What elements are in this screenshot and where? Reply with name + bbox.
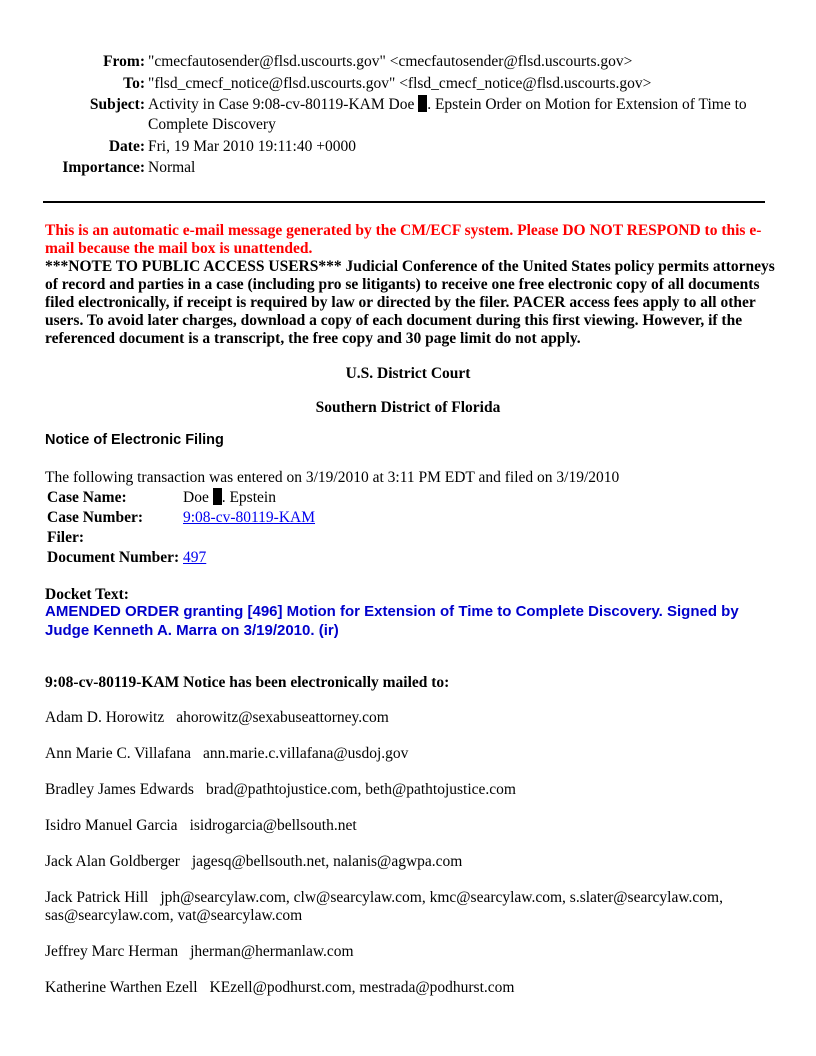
- case-name-start: Doe: [183, 489, 209, 506]
- subject-row: [0, 95, 816, 135]
- from-value: "cmecfautosender@flsd.uscourts.gov" <cmecfautosender@flsd.uscourts.gov>: [148, 53, 633, 70]
- court-district: Southern District of Florida: [315, 399, 501, 416]
- filer-row: [47, 528, 315, 548]
- redaction-box: [418, 95, 427, 112]
- recipient-email: KEzell@podhurst.com, mestrada@podhurst.com: [209, 979, 515, 996]
- mailed-heading: 9:08-cv-80119-KAM Notice has been electronically mailed to:: [45, 674, 450, 691]
- filer-label: Filer:: [47, 529, 85, 546]
- nef-title: Notice of Electronic Filing: [45, 432, 224, 448]
- document-number-cell: [183, 548, 315, 568]
- recipient-email: jph@searcylaw.com, clw@searcylaw.com, kmc@searcylaw.com, s.slater@searcylaw.com, sas@searcylaw.com, vat@searcylaw.com: [45, 889, 723, 924]
- header-divider: [43, 201, 765, 203]
- date-label: Date:: [108, 137, 145, 155]
- recipient-name: Adam D. Horowitz: [45, 709, 165, 726]
- recipient-email: jagesq@bellsouth.net, nalanis@agwpa.com: [191, 853, 463, 870]
- case-name-label: Case Name:: [47, 489, 127, 506]
- recipient-email: jherman@hermanlaw.com: [190, 943, 354, 960]
- importance-value: Normal: [148, 159, 196, 176]
- to-label: To:: [123, 74, 145, 92]
- system-notice: [45, 222, 775, 348]
- auto-email-warning: This is an automatic e-mail message generated by the CM/ECF system. Please DO NOT RESPOND to this e-mail because the mail box is unattended.: [45, 222, 762, 257]
- recipient-email: ann.marie.c.villafana@usdoj.gov: [203, 745, 409, 762]
- case-name-value: [183, 488, 315, 508]
- case-number-row: [47, 508, 315, 528]
- redaction-box: [213, 488, 222, 505]
- date-row: [0, 137, 816, 157]
- document-number-row: [47, 548, 315, 568]
- subject-text-end: . Epstein Order on Motion for Extension of Time to Complete Discovery: [148, 96, 747, 133]
- recipient-name: Isidro Manuel Garcia: [45, 817, 178, 834]
- subject-text-start: Activity in Case 9:08-cv-80119-KAM Doe: [148, 96, 415, 113]
- recipient-entry: [45, 889, 765, 925]
- public-access-note: ***NOTE TO PUBLIC ACCESS USERS*** Judicial Conference of the United States policy permits attorneys of record and parties in a case (including pro se litigants) to receive one free electronic copy of all documents filed electronically, if receipt is required by law or directed by the filer. PACER access fees apply to all other users. To avoid later charges, download a copy of each document during this first viewing. However, if the referenced document is a transcript, the free copy and 30 page limit do not apply.: [45, 258, 775, 347]
- document-number-label: Document Number:: [47, 549, 180, 566]
- recipient-entry: [45, 781, 765, 799]
- to-row: [0, 74, 816, 94]
- from-label: From:: [103, 53, 145, 70]
- case-name-row: [47, 488, 315, 508]
- to-value: "flsd_cmecf_notice@flsd.uscourts.gov" <flsd_cmecf_notice@flsd.uscourts.gov>: [148, 74, 652, 92]
- recipient-entry: [45, 745, 765, 763]
- recipient-name: Jeffrey Marc Herman: [45, 943, 179, 960]
- recipient-name: Bradley James Edwards: [45, 781, 194, 798]
- email-header: [0, 52, 816, 180]
- transaction-text: The following transaction was entered on 3/19/2010 at 3:11 PM EDT and filed on 3/19/2010: [45, 469, 620, 486]
- recipient-name: Jack Patrick Hill: [45, 889, 149, 906]
- recipient-entry: [45, 853, 765, 871]
- subject-value: [148, 95, 763, 135]
- recipient-email: brad@pathtojustice.com, beth@pathtojustice.com: [205, 781, 516, 798]
- recipient-entry: [45, 943, 765, 961]
- recipient-name: Ann Marie C. Villafana: [45, 745, 191, 762]
- subject-label: Subject:: [89, 96, 145, 113]
- case-number-link[interactable]: 9:08-cv-80119-KAM: [183, 509, 316, 526]
- filer-value: [183, 528, 315, 548]
- court-name: U.S. District Court: [345, 365, 471, 382]
- recipient-email: isidrogarcia@bellsouth.net: [189, 817, 357, 834]
- case-number-label: Case Number:: [47, 509, 143, 526]
- importance-row: [0, 158, 816, 178]
- case-info-table: [47, 488, 315, 568]
- case-name-end: . Epstein: [221, 489, 276, 506]
- importance-label: Importance:: [62, 159, 145, 176]
- recipient-email: ahorowitz@sexabuseattorney.com: [176, 709, 389, 726]
- case-number-cell: [183, 508, 315, 528]
- recipient-name: Jack Alan Goldberger: [45, 853, 180, 870]
- recipient-entry: [45, 817, 765, 835]
- recipient-entry: [45, 979, 765, 997]
- document-number-link[interactable]: 497: [183, 549, 207, 566]
- docket-text: AMENDED ORDER granting [496] Motion for Extension of Time to Complete Discovery. Signed by Judge Kenneth A. Marra on 3/19/2010. (ir): [45, 603, 739, 639]
- recipient-name: Katherine Warthen Ezell: [45, 979, 198, 996]
- date-value: Fri, 19 Mar 2010 19:11:40 +0000: [148, 137, 356, 155]
- docket-label: Docket Text:: [45, 586, 129, 603]
- from-row: [0, 52, 816, 72]
- recipient-entry: [45, 709, 765, 727]
